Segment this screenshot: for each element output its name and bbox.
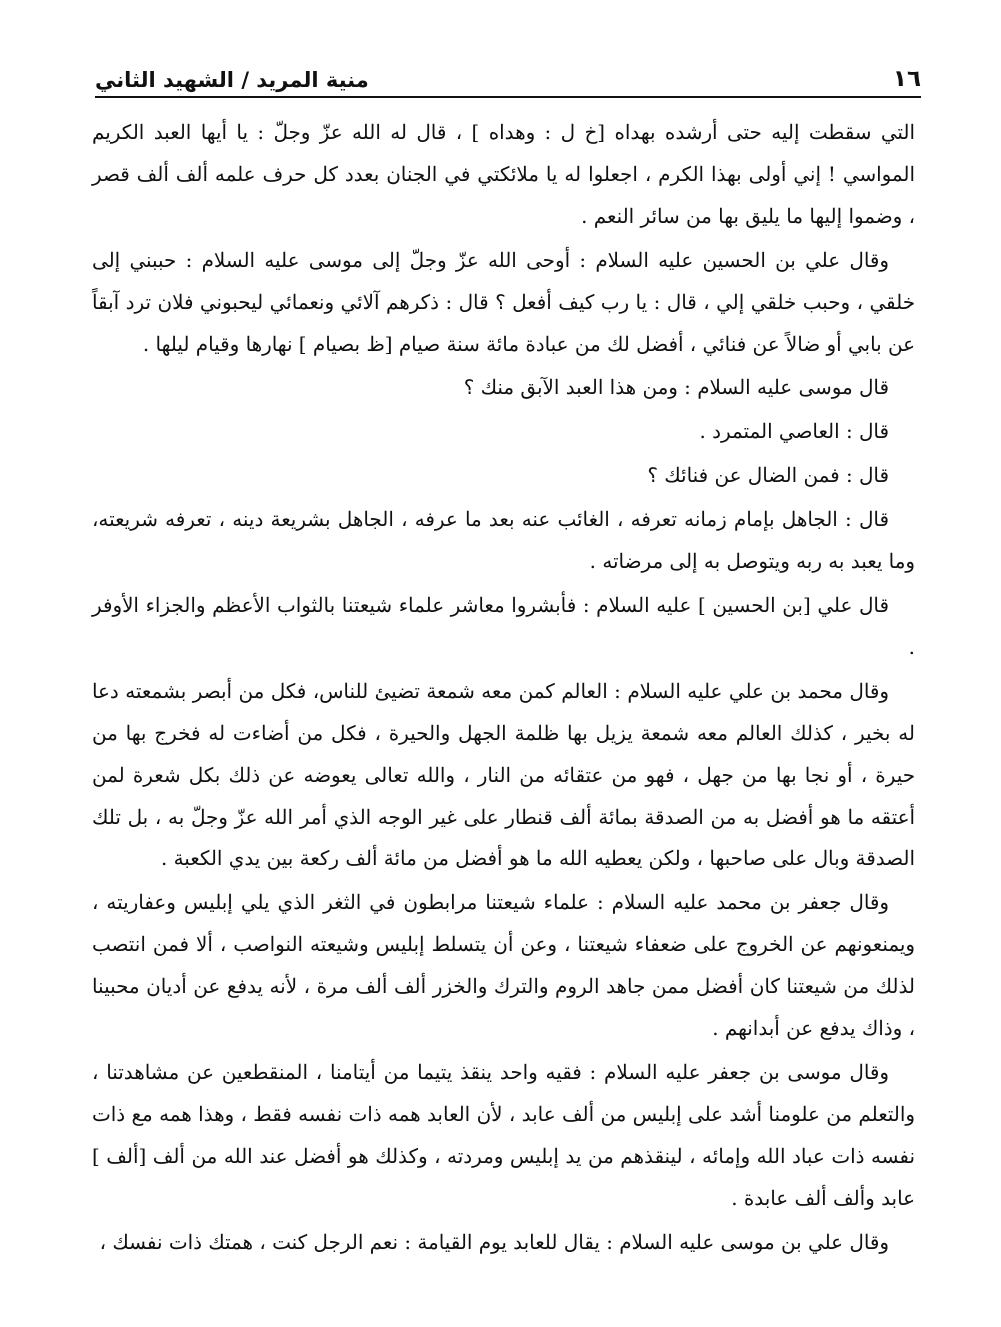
paragraph: قال موسى عليه السلام : ومن هذا العبد الآبق منك ؟	[463, 376, 889, 400]
paragraph: قال علي [بن الحسين ] عليه السلام : فأبشروا معاشر علماء شيعتنا بالثواب الأعظم والجزاء الأوفر .	[92, 593, 915, 659]
paragraph: وقال علي بن الحسين عليه السلام : أوحى الله عزّ وجلّ إلى موسى عليه السلام : حببني إلى خلقي ، وحبب خلقي إلي ، قال : يا رب كيف أفعل ؟ قال : ذكرهم آلائي ونعمائي ليحبوني فلان ترد آبقاً عن بابي أو ضالاً عن فنائي ، أفضل لك من عبادة مائة سنة صيام [ظ بصيام ] نهارها وقيام ليلها .	[92, 248, 915, 356]
paragraph: قال : العاصي المتمرد .	[699, 420, 889, 444]
paragraph: وقال موسى بن جعفر عليه السلام : فقيه واحد ينقذ يتيما من أيتامنا ، المنقطعين عن مشاهدتنا ، والتعلم من علومنا أشد على إبليس من ألف عابد ، لأن العابد همه ذات نفسه فقط ، وهذا همه مع ذات نفسه ذات عباد الله وإمائه ، لينقذهم من يد إبليس ومردته ، وكذلك هو أفضل عند الله من ألف [ألف ] عابد وألف ألف عابدة .	[92, 1060, 915, 1210]
running-title: منية المريد / الشهيد الثاني	[95, 68, 369, 92]
paragraph: وقال محمد بن علي عليه السلام : العالم كمن معه شمعة تضيئ للناس، فكل من أبصر بشمعته دعا له بخير ، كذلك العالم معه شمعة يزيل بها ظلمة الجهل والحيرة ، فكل من أضاءت له فخرج بها من حيرة ، أو نجا بها من جهل ، فهو من عتقائه من النار ، والله تعالى يعوضه عن ذلك بكل شعرة لمن أعتقه ما هو أفضل به من الصدقة بمائة ألف قنطار على غير الوجه الذي أمر الله عزّ وجلّ به ، بل تلك الصدقة وبال على صاحبها ، ولكن يعطيه الله ما هو أفضل من مائة ألف ركعة بين يدي الكعبة .	[92, 679, 915, 871]
paragraph: وقال علي بن موسى عليه السلام : يقال للعابد يوم القيامة : نعم الرجل كنت ، همتك ذات نفسك ،	[99, 1230, 889, 1254]
paragraph: قال : فمن الضال عن فنائك ؟	[647, 464, 889, 488]
paragraph: قال : الجاهل بإمام زمانه تعرفه ، الغائب عنه بعد ما عرفه ، الجاهل بشريعة دينه ، تعرفه شريعته، وما يعبد به ربه ويتوصل به إلى مرضاته .	[92, 508, 915, 574]
page-body	[92, 112, 915, 1265]
page-header	[95, 56, 921, 98]
paragraph: وقال جعفر بن محمد عليه السلام : علماء شيعتنا مرابطون في الثغر الذي يلي إبليس وعفاريته ، ويمنعونهم عن الخروج على ضعفاء شيعتنا ، وعن أن يتسلط إبليس وشيعته النواصب ، ألا فمن انتصب لذلك من شيعتنا كان أفضل ممن جاهد الروم والترك والخزر ألف ألف مرة ، لأنه يدفع عن أديان محبينا ، وذاك يدفع عن أبدانهم .	[92, 891, 915, 1041]
page-number: ١٦	[892, 66, 921, 92]
paragraph: التي سقطت إليه حتى أرشده بهداه [خ ل : وهداه ] ، قال له الله عزّ وجلّ : يا أيها العبد الكريم المواسي ! إني أولى بهذا الكرم ، اجعلوا له يا ملائكتي في الجنان بعدد كل حرف علمه ألف ألف قصر ، وضموا إليها ما يليق بها من سائر النعم .	[92, 121, 915, 228]
